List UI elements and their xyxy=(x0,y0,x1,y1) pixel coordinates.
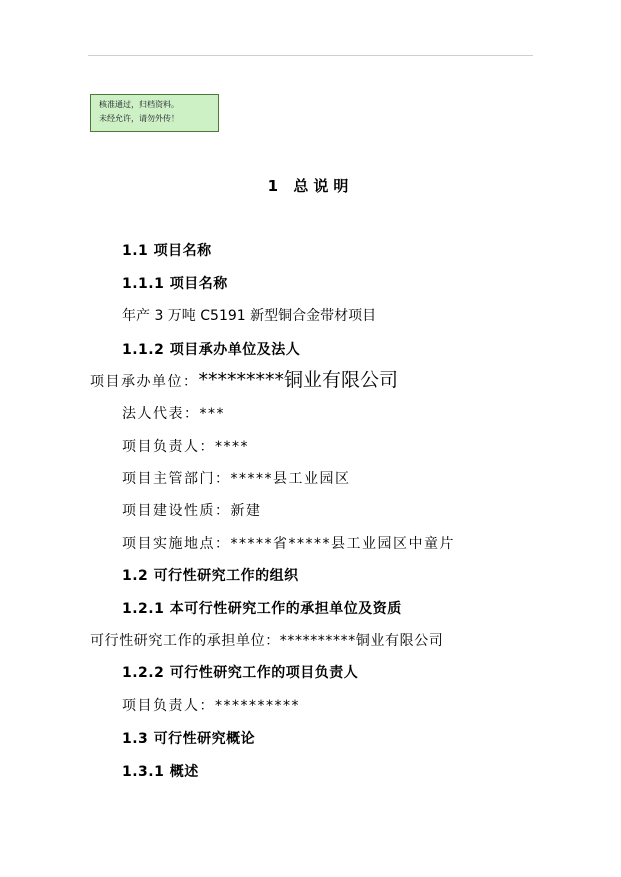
sponsor-value: *********铜业有限公司 xyxy=(198,369,399,391)
section-1-1-1-heading: 1.1.1 项目名称 xyxy=(122,276,228,292)
stamp-line-2: 未经允许，请勿外传！ xyxy=(99,114,179,123)
sponsor-label: 项目承办单位： xyxy=(90,374,199,390)
study-undertaker: 可行性研究工作的承担单位：**********铜业有限公司 xyxy=(90,633,444,649)
chapter-title: 1 总说明 xyxy=(267,177,354,195)
project-name-text: 年产 3 万吨 C5191 新型铜合金带材项目 xyxy=(122,308,377,324)
stamp-line-1: 核准通过，归档资料。 xyxy=(99,100,179,109)
supervising-department: 项目主管部门：*****县工业园区 xyxy=(122,471,351,487)
legal-representative: 法人代表：*** xyxy=(122,406,225,422)
study-lead: 项目负责人：********** xyxy=(122,698,300,714)
section-1-1-heading: 1.1 项目名称 xyxy=(122,243,212,259)
section-1-3-heading: 1.3 可行性研究概论 xyxy=(122,731,256,747)
section-1-2-heading: 1.2 可行性研究工作的组织 xyxy=(122,568,299,584)
approval-stamp xyxy=(90,94,219,132)
implementation-location: 项目实施地点：*****省*****县工业园区中童片 xyxy=(122,536,455,552)
sponsor-line xyxy=(90,369,399,391)
section-1-1-2-heading: 1.1.2 项目承办单位及法人 xyxy=(122,342,301,358)
section-1-2-1-heading: 1.2.1 本可行性研究工作的承担单位及资质 xyxy=(122,601,402,617)
project-lead: 项目负责人：**** xyxy=(122,439,249,455)
construction-nature: 项目建设性质：新建 xyxy=(122,503,262,519)
section-1-3-1-heading: 1.3.1 概述 xyxy=(122,764,199,780)
header-rule xyxy=(88,55,533,56)
section-1-2-2-heading: 1.2.2 可行性研究工作的项目负责人 xyxy=(122,665,359,681)
